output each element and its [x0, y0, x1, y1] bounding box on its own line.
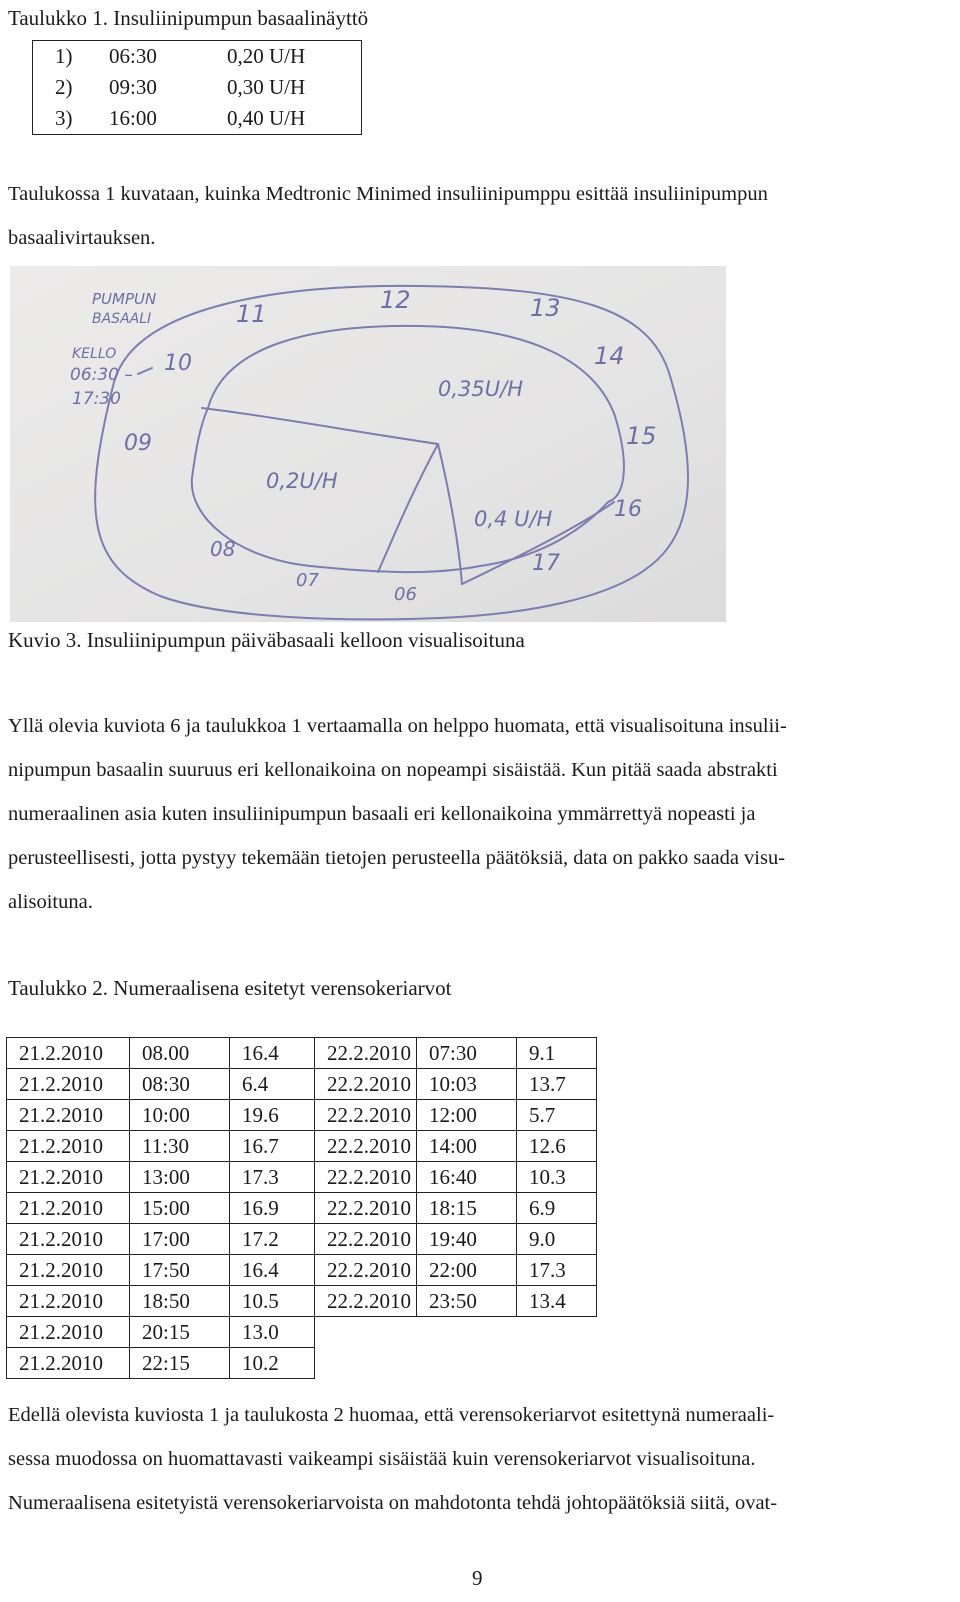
table-row — [7, 1162, 597, 1193]
table-cell: 15:00 — [130, 1193, 230, 1224]
table-cell: 2) — [55, 75, 73, 99]
table-cell: 21.2.2010 — [7, 1131, 130, 1162]
table-cell — [517, 1348, 597, 1379]
table-row — [33, 41, 362, 73]
text-line: Taulukossa 1 kuvataan, kuinka Medtronic Minimed insuliinipumppu esittää insuliinipumpun — [8, 183, 768, 205]
table-cell: 21.2.2010 — [7, 1162, 130, 1193]
table-cell: 10.3 — [517, 1162, 597, 1193]
table-cell: 21.2.2010 — [7, 1193, 130, 1224]
table-cell: 21.2.2010 — [7, 1348, 130, 1379]
basal-clock-photo — [10, 266, 726, 622]
text-line: numeraalinen asia kuten insuliinipumpun basaali eri kellonaikoina ymmärrettyä nopeasti ja — [8, 803, 756, 825]
table-cell: 06:30 — [109, 44, 157, 68]
table-cell — [417, 1348, 517, 1379]
table-cell: 21.2.2010 — [7, 1069, 130, 1100]
table-row — [7, 1038, 597, 1069]
table-row — [7, 1193, 597, 1224]
table-cell: 21.2.2010 — [7, 1038, 130, 1069]
text-line: Numeraalisena esitetyistä verensokeriarvoista on mahdotonta tehdä johtopäätöksiä siitä, ovat- — [8, 1492, 778, 1514]
hour-label: 11 — [236, 300, 267, 328]
table-cell: 10:03 — [417, 1069, 517, 1100]
text-line: basaalivirtauksen. — [8, 227, 156, 249]
table-cell: 22:00 — [417, 1255, 517, 1286]
table-cell: 17:50 — [130, 1255, 230, 1286]
table-cell: 3) — [55, 106, 73, 130]
table-row — [7, 1131, 597, 1162]
table-cell: 22.2.2010 — [315, 1224, 417, 1255]
table-cell: 17.3 — [230, 1162, 315, 1193]
table-cell: 08:30 — [130, 1069, 230, 1100]
table-cell: 16:00 — [109, 106, 157, 130]
table-cell: 07:30 — [417, 1038, 517, 1069]
table-cell: 10:00 — [130, 1100, 230, 1131]
hour-label: 16 — [614, 497, 642, 522]
table-cell: 11:30 — [130, 1131, 230, 1162]
table-row — [7, 1348, 597, 1379]
table-cell: 18:15 — [417, 1193, 517, 1224]
table-cell: 20:15 — [130, 1317, 230, 1348]
table-cell: 22.2.2010 — [315, 1193, 417, 1224]
page-number: 9 — [472, 1566, 483, 1590]
table-cell: 22.2.2010 — [315, 1069, 417, 1100]
table-cell: 9.0 — [517, 1224, 597, 1255]
table-cell: 22.2.2010 — [315, 1100, 417, 1131]
table-cell: 10.5 — [230, 1286, 315, 1317]
table-cell: 12:00 — [417, 1100, 517, 1131]
table-row — [33, 72, 362, 103]
table-cell: 17.3 — [517, 1255, 597, 1286]
table-cell: 12.6 — [517, 1131, 597, 1162]
figure-caption: Kuvio 3. Insuliinipumpun päiväbasaali kelloon visualisoituna — [8, 628, 525, 652]
table-cell: 6.9 — [517, 1193, 597, 1224]
table-cell — [315, 1348, 417, 1379]
text-line: Edellä olevista kuviosta 1 ja taulukosta 2 huomaa, että verensokeriarvot esitettynä numeraali- — [8, 1404, 775, 1426]
rate-label: 0,2U/H — [266, 469, 338, 493]
text-line: nipumpun basaalin suuruus eri kellonaikoina on nopeampi sisäistää. Kun pitää saada abstrakti — [8, 759, 778, 781]
hour-label: 17 — [532, 551, 560, 576]
clock-drawing — [10, 266, 726, 622]
table-cell: 5.7 — [517, 1100, 597, 1131]
table-cell — [417, 1317, 517, 1348]
table-cell: 1) — [55, 44, 73, 68]
text-line: sessa muodossa on huomattavasti vaikeampi sisäistää kuin verensokeriarvot visualisoituna. — [8, 1448, 756, 1470]
table-row — [7, 1100, 597, 1131]
table-cell: 22:15 — [130, 1348, 230, 1379]
hour-label: 07 — [296, 570, 319, 591]
table-cell: 9.1 — [517, 1038, 597, 1069]
table-cell: 17.2 — [230, 1224, 315, 1255]
paragraph-conclusion — [8, 1393, 777, 1525]
glucose-table — [6, 1037, 597, 1379]
paragraph-intro — [8, 172, 768, 260]
fig-note-2: 06:30 – — [70, 365, 133, 385]
hour-label: 14 — [594, 342, 625, 370]
hour-label: 10 — [164, 351, 192, 376]
paragraph-comparison — [8, 704, 787, 924]
table-cell — [517, 1317, 597, 1348]
text-line: perusteellisesti, jotta pystyy tekemään tietojen perusteella päätöksiä, data on pakko saada visu- — [8, 847, 786, 869]
hour-label: 13 — [530, 294, 561, 322]
basal-table — [32, 40, 362, 135]
table2-caption: Taulukko 2. Numeraalisena esitetyt verensokeriarvot — [8, 976, 452, 1000]
table-cell: 13:00 — [130, 1162, 230, 1193]
table-cell: 22.2.2010 — [315, 1162, 417, 1193]
table-row — [7, 1069, 597, 1100]
rate-label: 0,35U/H — [438, 377, 523, 401]
table-cell: 22.2.2010 — [315, 1255, 417, 1286]
text-line: alisoituna. — [8, 891, 93, 913]
table1-caption: Taulukko 1. Insuliinipumpun basaalinäyttö — [8, 6, 369, 30]
table-cell: 21.2.2010 — [7, 1317, 130, 1348]
table-cell: 21.2.2010 — [7, 1224, 130, 1255]
hour-label: 06 — [394, 584, 417, 605]
table-cell: 10.2 — [230, 1348, 315, 1379]
table-row — [7, 1255, 597, 1286]
table-cell: 08.00 — [130, 1038, 230, 1069]
fig-note-3: 17:30 — [72, 389, 121, 409]
table-cell: 16.7 — [230, 1131, 315, 1162]
table-cell: 21.2.2010 — [7, 1100, 130, 1131]
table-cell: 0,30 U/H — [227, 75, 306, 99]
table-cell: 14:00 — [417, 1131, 517, 1162]
table-cell: 6.4 — [230, 1069, 315, 1100]
hour-label: 09 — [124, 431, 152, 456]
table-row — [7, 1224, 597, 1255]
hour-label: 15 — [626, 422, 657, 450]
table-cell: 16.4 — [230, 1255, 315, 1286]
rate-label: 0,4 U/H — [474, 507, 553, 531]
table-row — [7, 1286, 597, 1317]
table-cell: 0,20 U/H — [227, 44, 306, 68]
table-cell: 19.6 — [230, 1100, 315, 1131]
text-line: Yllä olevia kuviota 6 ja taulukkoa 1 vertaamalla on helppo huomata, että visualisoituna insulii- — [8, 715, 787, 737]
table-cell: 18:50 — [130, 1286, 230, 1317]
fig-title-2: BASAALI — [92, 311, 152, 327]
table-cell: 13.0 — [230, 1317, 315, 1348]
table-row — [33, 103, 362, 135]
hour-label: 12 — [380, 286, 411, 314]
table-cell: 13.4 — [517, 1286, 597, 1317]
table-cell: 23:50 — [417, 1286, 517, 1317]
table-cell: 22.2.2010 — [315, 1038, 417, 1069]
table-cell: 17:00 — [130, 1224, 230, 1255]
table-cell — [315, 1317, 417, 1348]
table-cell: 22.2.2010 — [315, 1286, 417, 1317]
table-cell: 19:40 — [417, 1224, 517, 1255]
table-cell: 16:40 — [417, 1162, 517, 1193]
table-cell: 22.2.2010 — [315, 1131, 417, 1162]
table-cell: 21.2.2010 — [7, 1286, 130, 1317]
fig-title-1: PUMPUN — [92, 290, 157, 308]
table-cell: 21.2.2010 — [7, 1255, 130, 1286]
table-row — [7, 1317, 597, 1348]
fig-note-1: KELLO — [72, 346, 117, 362]
table-cell: 0,40 U/H — [227, 106, 306, 130]
table-cell: 16.4 — [230, 1038, 315, 1069]
table-cell: 09:30 — [109, 75, 157, 99]
table-cell: 16.9 — [230, 1193, 315, 1224]
hour-label: 08 — [210, 537, 236, 561]
table-cell: 13.7 — [517, 1069, 597, 1100]
